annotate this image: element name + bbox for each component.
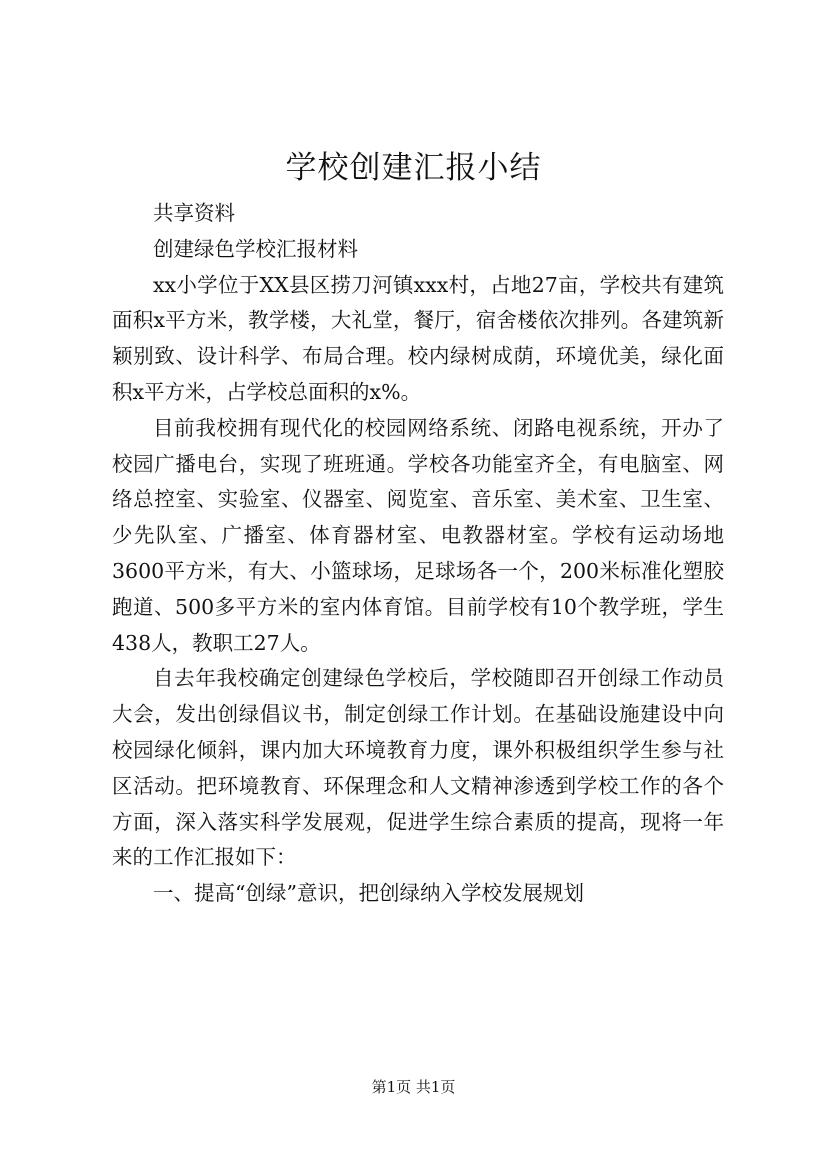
document-title: 学校创建汇报小结 <box>285 150 542 186</box>
paragraph-green-school-work: 自去年我校确定创建绿色学校后，学校随即召开创绿工作动员大会，发出创绿倡议书，制定创绿工作计划。在基础设施建设中向校园绿化倾斜，课内加大环境教育力度，课外积极组织学生参与社区活动。把环境教育、环保理念和人文精神渗透到学校工作的各个方面，深入落实科学发展观，促进学生综合素质的提高，现将一年来的工作汇报如下： <box>112 666 724 870</box>
paragraph-facilities: 目前我校拥有现代化的校园网络系统、闭路电视系统，开办了校园广播电台，实现了班班通。学校各功能室齐全，有电脑室、网络总控室、实验室、仪器室、阅览室、音乐室、美术室、卫生室、少先队室、广播室、体育器材室、电教器材室。学校有运动场地3600平方米，有大、小篮球场，足球场各一个，200米标准化塑胶跑道、500多平方米的室内体育馆。目前学校有10个教学班，学生438人，教职工27人。 <box>112 415 724 655</box>
document-body <box>112 196 724 912</box>
paragraph-school-overview: xx小学位于XX县区捞刀河镇xxx村，占地27亩，学校共有建筑面积x平方米，教学楼，大礼堂，餐厅，宿舍楼依次排列。各建筑新颖别致、设计科学、布局合理。校内绿树成荫，环境优美，绿化面积x平方米，占学校总面积的x%。 <box>112 272 724 404</box>
page-number-footer: 第1页 共1页 <box>371 1078 456 1096</box>
paragraph-subtitle: 创建绿色学校汇报材料 <box>153 236 358 261</box>
paragraph-share-label: 共享资料 <box>153 201 235 225</box>
paragraph-section-heading-1: 一、提高“创绿”意识，把创绿纳入学校发展规划 <box>153 881 584 906</box>
